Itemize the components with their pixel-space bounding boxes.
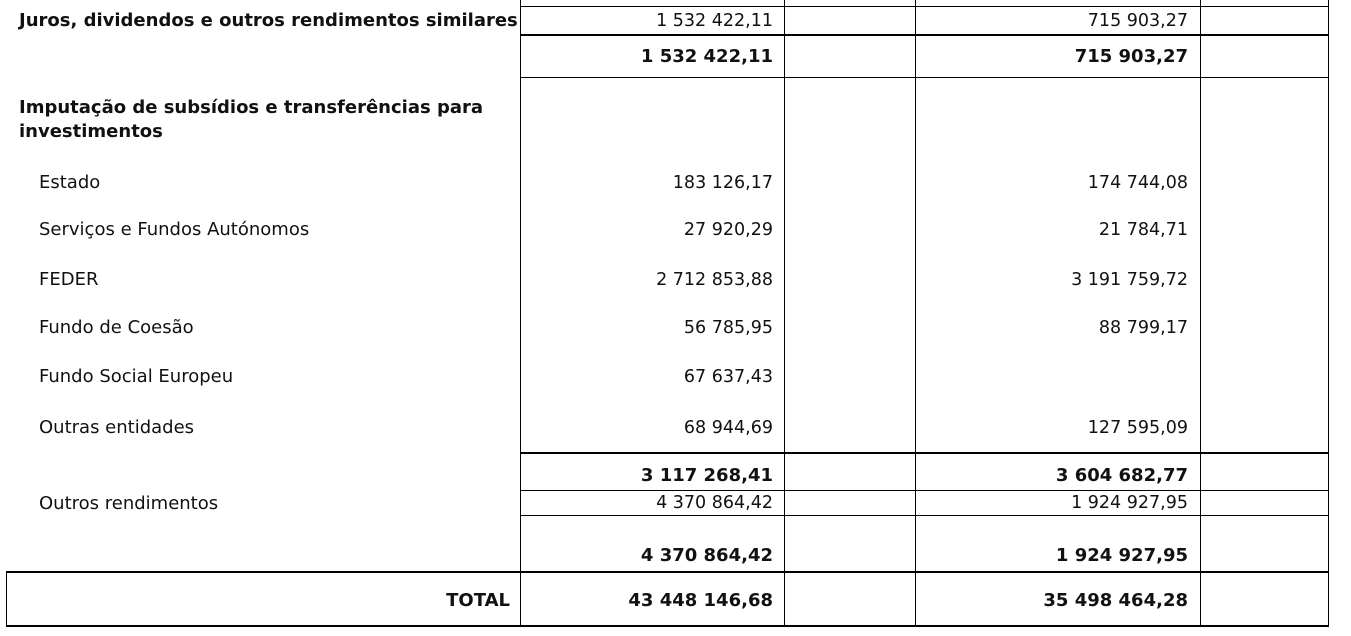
value-outras-entidades-col2: 127 595,09: [1087, 418, 1188, 438]
row-rule: [520, 6, 1328, 7]
row-rule: [520, 77, 1328, 78]
value-estado-col1: 183 126,17: [672, 173, 773, 193]
total-col1: 43 448 146,68: [628, 590, 773, 611]
value-outros-col2: 1 924 927,95: [1071, 493, 1188, 513]
row-rule: [6, 625, 1328, 627]
column-divider-3: [915, 0, 916, 627]
row-label-outros: Outros rendimentos: [39, 493, 219, 514]
subtotal-outros-col2: 1 924 927,95: [1055, 545, 1188, 566]
value-social-col1: 67 637,43: [683, 367, 773, 387]
row-label-servicos: Serviços e Fundos Autónomos: [39, 219, 310, 240]
value-coesao-col1: 56 785,95: [683, 318, 773, 338]
row-rule: [520, 515, 1328, 516]
subtotal-imputacao-col1: 3 117 268,41: [640, 465, 773, 486]
row-label-estado: Estado: [39, 172, 101, 193]
row-rule: [520, 452, 1328, 454]
value-servicos-col2: 21 784,71: [1098, 220, 1188, 240]
column-divider-4: [1200, 0, 1201, 627]
value-juros-col2: 715 903,27: [1087, 11, 1188, 31]
table-border-right: [1328, 0, 1329, 627]
value-coesao-col2: 88 799,17: [1098, 318, 1188, 338]
row-label-social: Fundo Social Europeu: [39, 366, 234, 387]
total-label: TOTAL: [446, 590, 510, 611]
section-heading-imputacao-line2: investimentos: [19, 121, 163, 142]
row-rule: [520, 34, 1328, 36]
column-divider-2: [784, 0, 785, 627]
subtotal-juros-col1: 1 532 422,11: [640, 46, 773, 67]
value-outros-col1: 4 370 864,42: [656, 493, 773, 513]
row-rule: [520, 490, 1328, 491]
value-juros-col1: 1 532 422,11: [656, 11, 773, 31]
row-label-outras-entidades: Outras entidades: [39, 417, 195, 438]
subtotal-juros-col2: 715 903,27: [1074, 46, 1188, 67]
row-label-feder: FEDER: [39, 269, 99, 290]
row-label-coesao: Fundo de Coesão: [39, 317, 194, 338]
column-divider-1: [520, 0, 521, 627]
row-rule: [6, 571, 1328, 573]
value-feder-col2: 3 191 759,72: [1071, 270, 1188, 290]
table-border-left: [6, 572, 7, 627]
row-label-juros: Juros, dividendos e outros rendimentos similares: [19, 10, 518, 31]
section-heading-imputacao: Imputação de subsídios e transferências para: [19, 97, 484, 118]
value-feder-col1: 2 712 853,88: [656, 270, 773, 290]
value-servicos-col1: 27 920,29: [683, 220, 773, 240]
value-estado-col2: 174 744,08: [1087, 173, 1188, 193]
value-outras-entidades-col1: 68 944,69: [683, 418, 773, 438]
total-col2: 35 498 464,28: [1043, 590, 1188, 611]
subtotal-imputacao-col2: 3 604 682,77: [1055, 465, 1188, 486]
subtotal-outros-col1: 4 370 864,42: [640, 545, 773, 566]
